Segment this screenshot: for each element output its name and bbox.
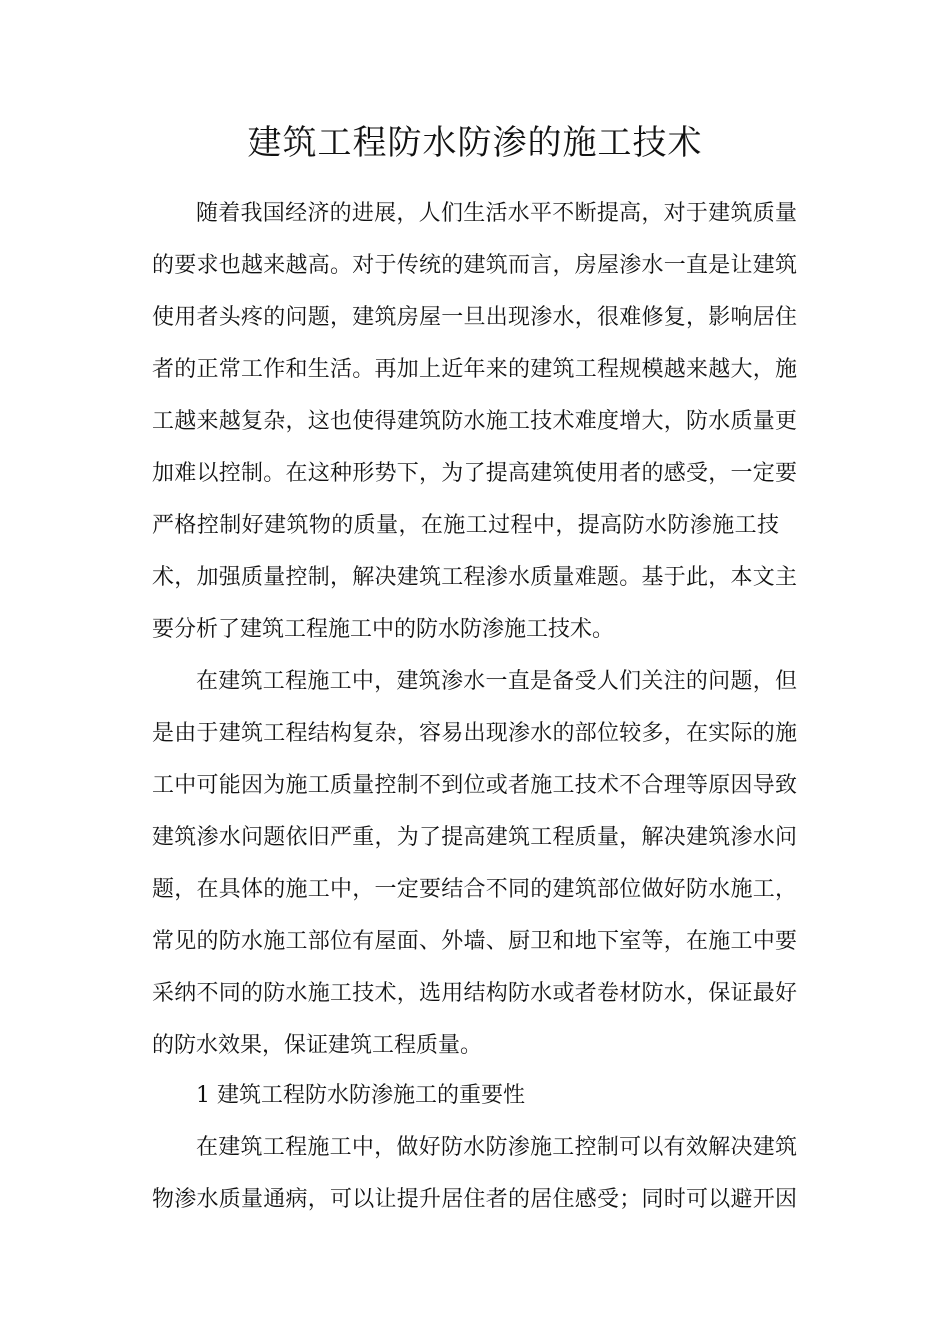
paragraph-line: 加难以控制。在这种形势下，为了提高建筑使用者的感受，一定要 (152, 461, 797, 486)
paragraph-line: 在建筑工程施工中，建筑渗水一直是备受人们关注的问题，但 (196, 669, 797, 694)
paragraph-line: 要分析了建筑工程施工中的防水防渗施工技术。 (152, 617, 615, 642)
paragraph-line: 者的正常工作和生活。再加上近年来的建筑工程规模越来越大，施 (152, 357, 797, 382)
paragraph-line: 常见的防水施工部位有屋面、外墙、厨卫和地下室等，在施工中要 (152, 929, 797, 954)
paragraph-line: 工越来越复杂，这也使得建筑防水施工技术难度增大，防水质量更 (152, 409, 797, 434)
paragraph-line: 使用者头疼的问题，建筑房屋一旦出现渗水，很难修复，影响居住 (152, 305, 797, 330)
paragraph-line: 建筑渗水问题依旧严重，为了提高建筑工程质量，解决建筑渗水问 (152, 825, 797, 850)
paragraph-line: 在建筑工程施工中，做好防水防渗施工控制可以有效解决建筑 (196, 1135, 797, 1160)
paragraph-line: 物渗水质量通病，可以让提升居住者的居住感受；同时可以避开因 (152, 1187, 797, 1212)
paragraph-line: 的防水效果，保证建筑工程质量。 (152, 1033, 483, 1058)
document-title: 建筑工程防水防渗的施工技术 (247, 123, 703, 163)
paragraph-line: 严格控制好建筑物的质量，在施工过程中，提高防水防渗施工技 (152, 513, 779, 538)
paragraph-line: 随着我国经济的进展，人们生活水平不断提高，对于建筑质量 (196, 201, 797, 226)
paragraph-line: 采纳不同的防水施工技术，选用结构防水或者卷材防水，保证最好 (152, 981, 797, 1006)
paragraph-line: 工中可能因为施工质量控制不到位或者施工技术不合理等原因导致 (152, 773, 797, 798)
paragraph-line: 的要求也越来越高。对于传统的建筑而言，房屋渗水一直是让建筑 (152, 253, 797, 278)
paragraph-line: 是由于建筑工程结构复杂，容易出现渗水的部位较多，在实际的施 (152, 721, 797, 746)
paragraph-line: 题，在具体的施工中，一定要结合不同的建筑部位做好防水施工， (152, 877, 797, 902)
section-heading: 1 建筑工程防水防渗施工的重要性 (196, 1083, 525, 1108)
paragraph-line: 术，加强质量控制，解决建筑工程渗水质量难题。基于此，本文主 (152, 565, 797, 590)
